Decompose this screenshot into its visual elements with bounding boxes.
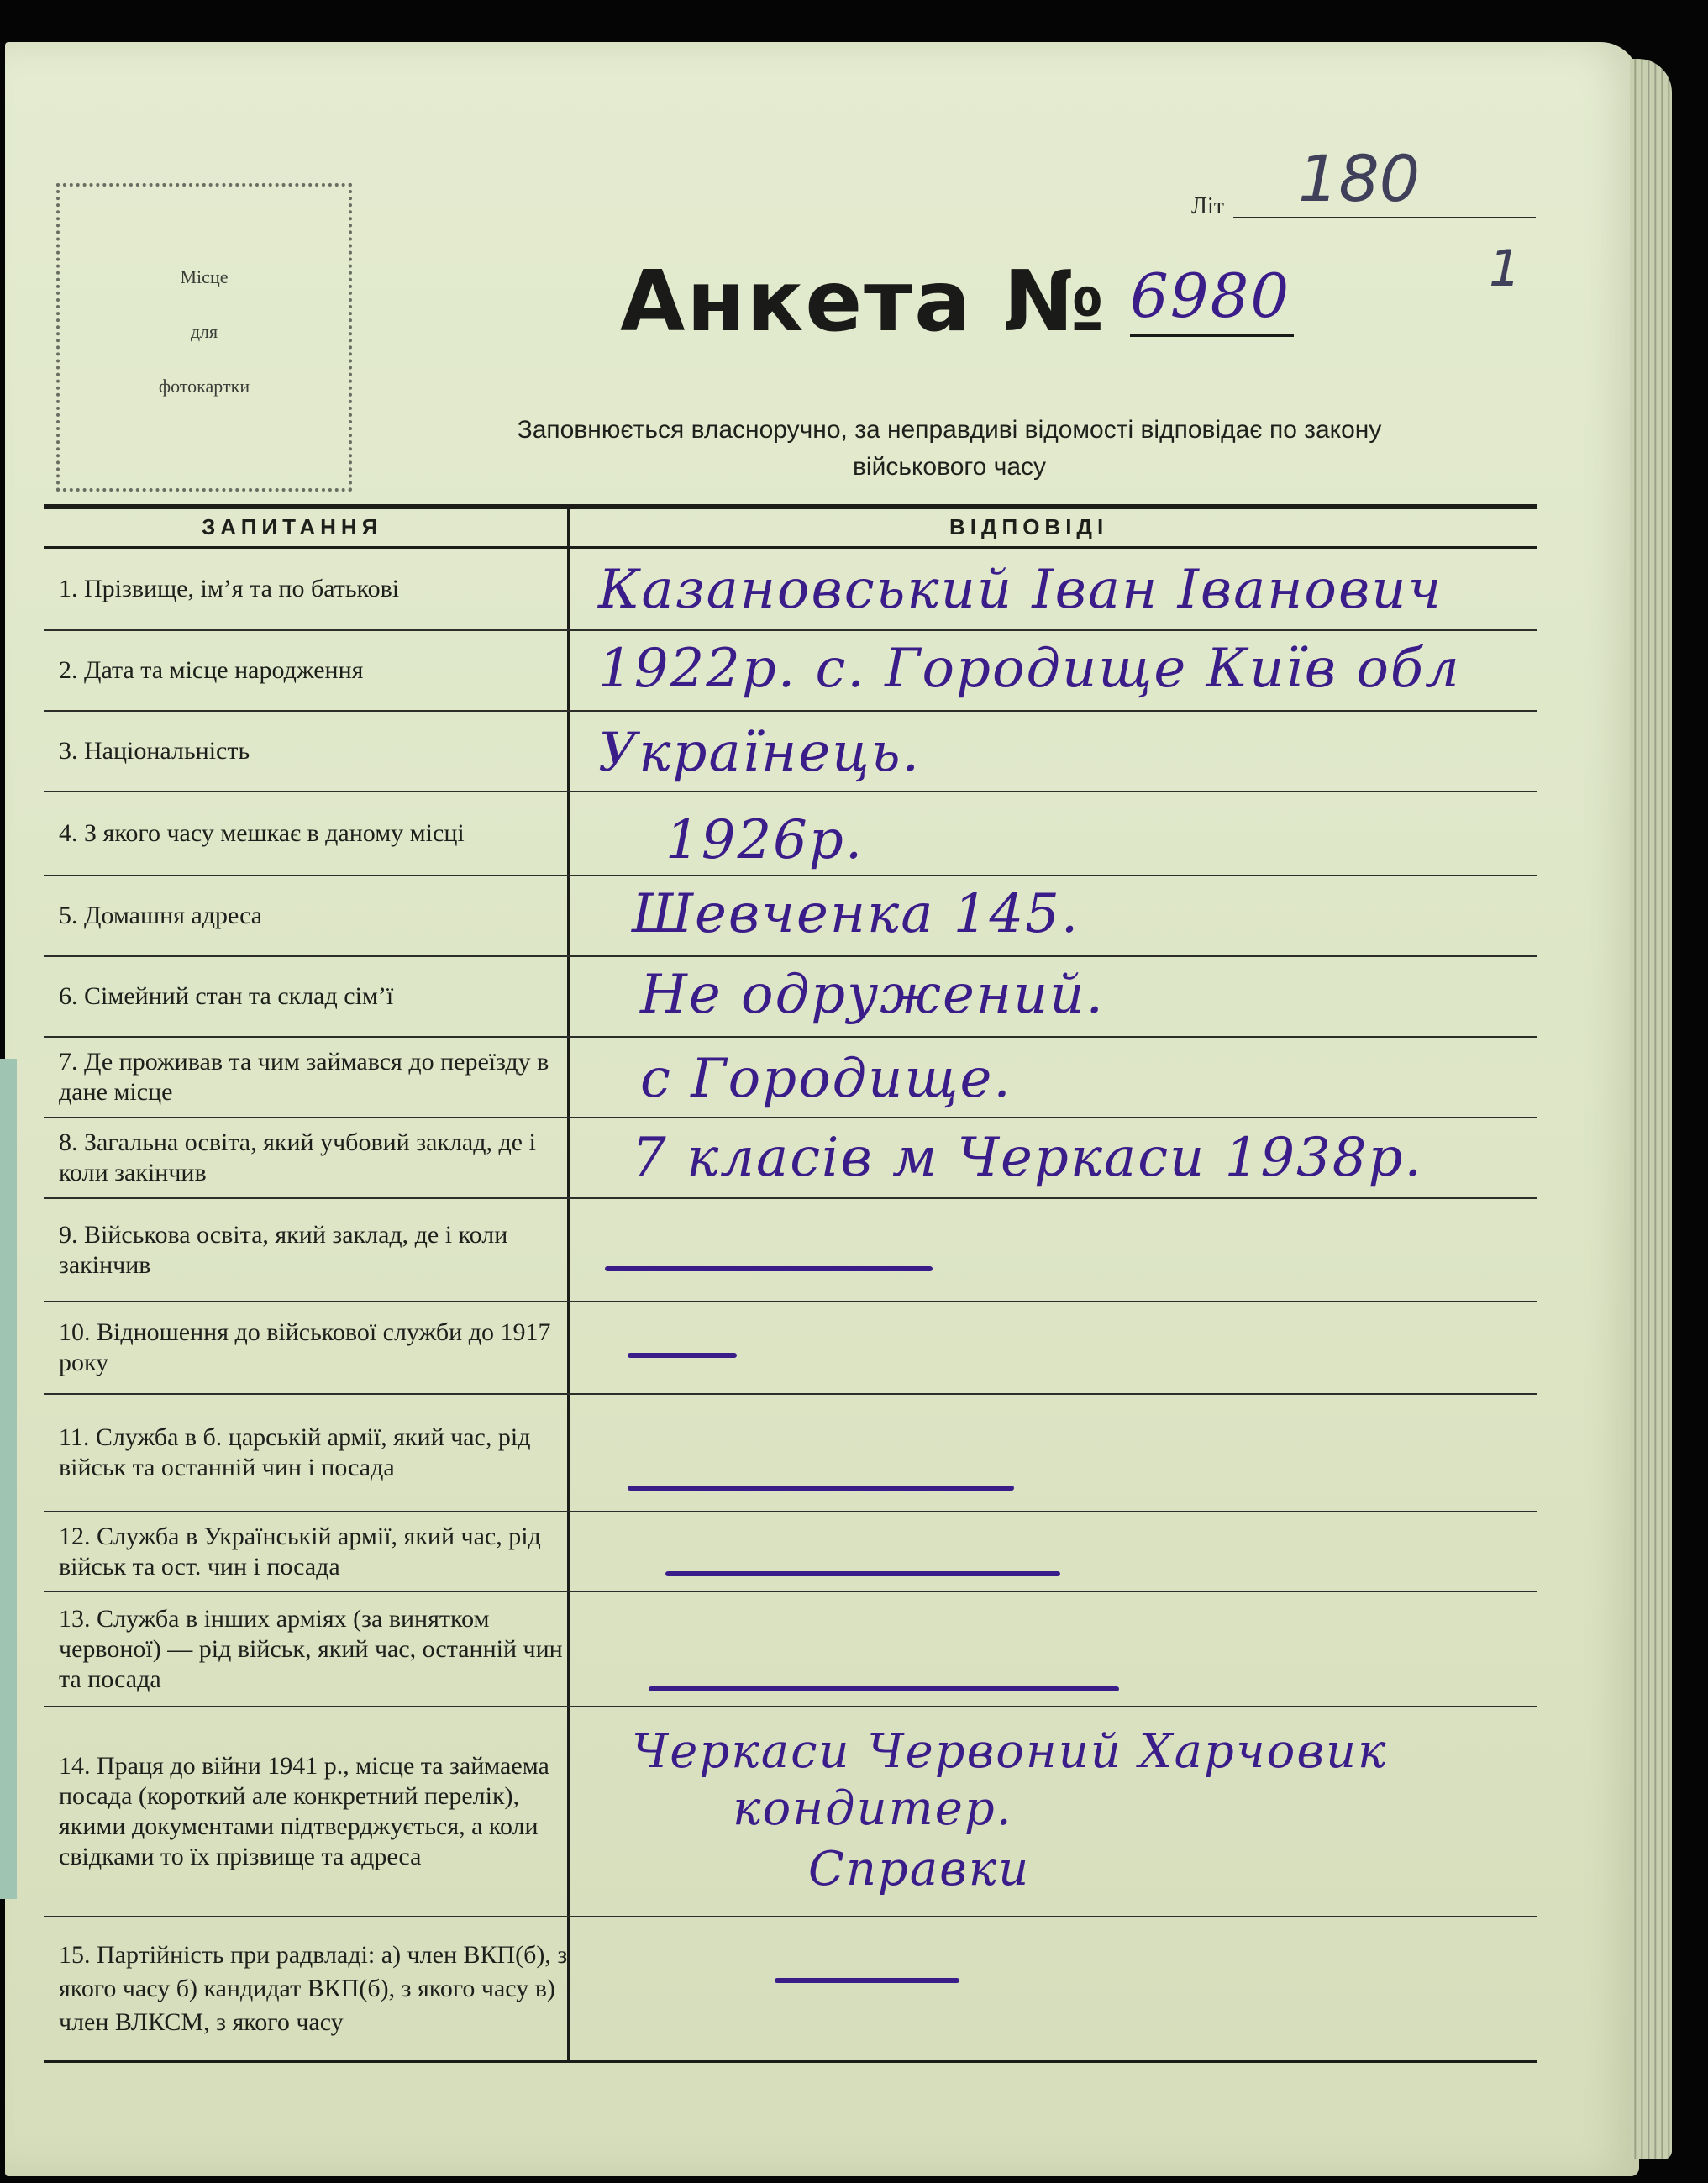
question-7: 7. Де проживав та чим займався до переїзду в дане місце	[59, 1048, 549, 1106]
table-row	[44, 1395, 1537, 1512]
table-row	[44, 1302, 1537, 1395]
form-number: 6980	[1130, 260, 1291, 331]
form-instructions	[378, 412, 1521, 486]
answer-7[interactable]: с Городище.	[640, 1048, 1012, 1110]
table-row	[44, 631, 1537, 712]
lit-label: Літ	[1191, 193, 1225, 219]
answer-14-line1[interactable]: Черкаси Червоний Харчовик	[632, 1724, 1388, 1779]
table-row	[44, 1592, 1537, 1707]
table-row	[44, 1118, 1537, 1199]
lit-number: 180	[1298, 141, 1421, 216]
answer-14-line2[interactable]: кондитер.	[733, 1781, 1013, 1836]
answer-4[interactable]: 1926р.	[665, 809, 865, 871]
question-10: 10. Відношення до військової служби до 1917 року	[59, 1318, 551, 1376]
question-12: 12. Служба в Українській армії, який час, рід військ та ост. чин і посада	[59, 1522, 541, 1581]
photo-label-line3: фотокартки	[158, 376, 250, 397]
photo-label-line2: для	[190, 321, 218, 342]
table-row	[44, 1707, 1537, 1917]
question-3: 3. Національність	[59, 737, 250, 765]
answer-8[interactable]: 7 класів м Черкаси 1938р.	[632, 1127, 1423, 1189]
sheet-page-mark: 1	[1489, 239, 1521, 298]
question-6: 6. Сімейний стан та склад сім’ї	[59, 982, 394, 1010]
form-number-underline	[1130, 334, 1294, 337]
table-row	[44, 712, 1537, 792]
answer-11-dash	[628, 1486, 1014, 1491]
form-title: Анкета №	[620, 252, 1106, 350]
answer-9-dash	[605, 1266, 933, 1271]
instructions-line1: Заповнюється власноручно, за неправдиві відомості відповідає по закону	[517, 416, 1382, 444]
instructions-line2: військового часу	[852, 453, 1047, 481]
question-15: 15. Партійність при радвладі: а) член ВКП(б), з якого часу б) кандидат ВКП(б), з якого часу в) член ВЛКСМ, з якого часу	[59, 1941, 568, 2036]
table-row	[44, 1199, 1537, 1302]
column-header-questions: ЗАПИТАННЯ	[202, 514, 383, 539]
lit-underline	[1233, 217, 1536, 218]
answer-12-dash	[665, 1571, 1060, 1576]
answer-15-dash	[775, 1978, 959, 1983]
photo-label-line1: Місце	[180, 266, 229, 287]
answer-1[interactable]: Казановський Іван Іванович	[598, 559, 1443, 621]
question-4: 4. З якого часу мешкає в даному місці	[59, 819, 465, 847]
question-14: 14. Праця до війни 1941 р., місце та займаема посада (короткий але конкретний перелік), якими документами підтверджується, а коли свідками то їх прізвище та адреса	[59, 1752, 549, 1870]
question-11: 11. Служба в б. царській армії, який час, рід військ та останній чин і посада	[59, 1423, 531, 1481]
question-2: 2. Дата та місце народження	[59, 656, 364, 684]
answer-2[interactable]: 1922р. с. Городище Київ обл	[598, 638, 1461, 700]
answer-3[interactable]: Українець.	[598, 722, 921, 784]
question-8: 8. Загальна освіта, який учбовий заклад, де і коли закінчив	[59, 1128, 536, 1186]
question-1: 1. Прізвище, ім’я та по батькові	[59, 575, 400, 602]
table-row	[44, 957, 1537, 1038]
column-header-answers: ВІДПОВІДІ	[949, 514, 1109, 539]
table-row	[44, 1917, 1537, 2063]
question-5: 5. Домашня адреса	[59, 902, 263, 929]
answer-14-line3[interactable]: Справки	[808, 1842, 1031, 1896]
table-row	[44, 549, 1537, 631]
question-13: 13. Служба в інших арміях (за винятком червоної) — рід військ, який час, останній чин та посада	[59, 1604, 563, 1693]
table-top-rule	[44, 504, 1537, 509]
table-row	[44, 792, 1537, 876]
table-row	[44, 876, 1537, 957]
page-stack-edge	[1630, 59, 1672, 2159]
answer-10-dash	[628, 1353, 737, 1358]
table-row	[44, 1038, 1537, 1118]
answer-5[interactable]: Шевченка 145.	[632, 883, 1080, 945]
photo-placeholder-box	[56, 183, 352, 492]
question-9: 9. Військова освіта, який заклад, де і коли закінчив	[59, 1220, 508, 1279]
table-row	[44, 1512, 1537, 1592]
binding-strip	[0, 1059, 17, 1899]
answer-6[interactable]: Не одружений.	[640, 964, 1105, 1026]
answer-13-dash	[649, 1686, 1119, 1691]
